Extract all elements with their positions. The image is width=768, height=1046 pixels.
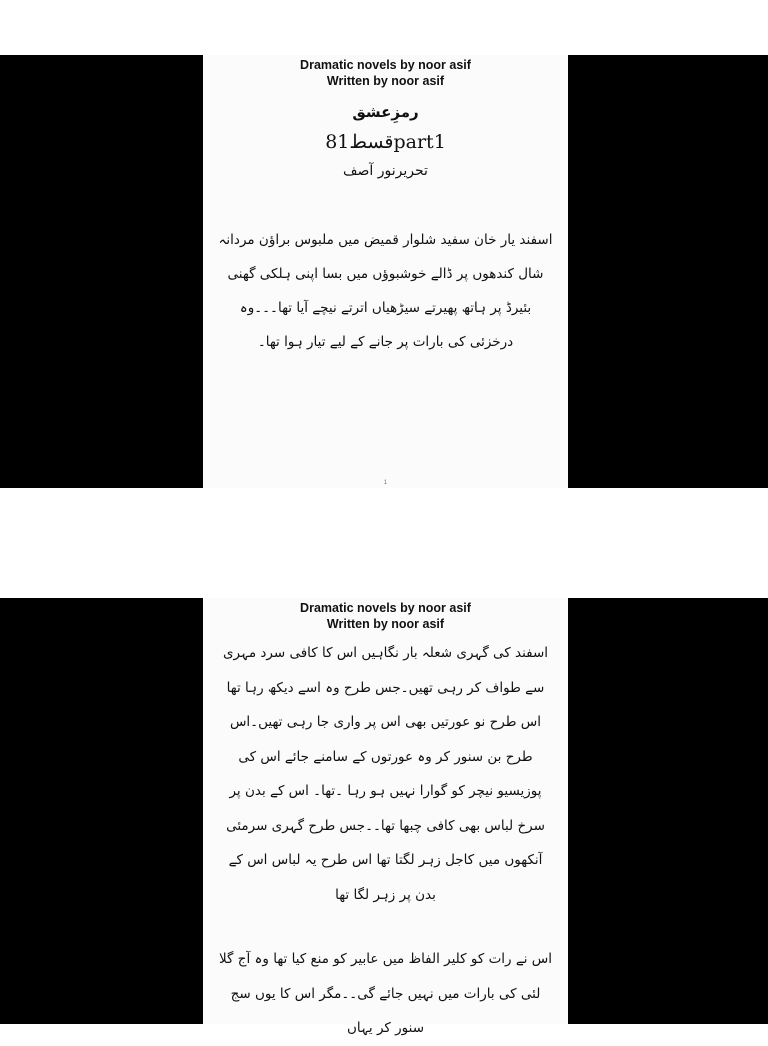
page-number: 1 <box>383 480 388 486</box>
header-line-1: Dramatic novels by noor asif <box>300 58 471 72</box>
episode-label <box>203 131 568 153</box>
document-page-2 <box>203 598 568 1036</box>
page-header <box>203 600 568 632</box>
story-paragraph-2: اس نے رات کو کلیر الفاظ میں عابیر کو منع کیا تھا وہ آج گلا لئی کی بارات میں نہیں جائے گی۔۔مگر اس کا یوں سج سنور کر یہاں <box>218 951 553 1036</box>
header-line-1: Dramatic novels by noor asif <box>300 601 471 615</box>
document-page-1 <box>203 55 568 488</box>
page-header <box>203 57 568 89</box>
story-paragraph-1: اسفند کی گہری شعلہ بار نگاہیں اس کا کافی سرد مہری سے طواف کر رہی تھیں۔جس طرح وہ اسے دیکھ رہا تھا اس طرح نو عورتیں بھی اس پر واری جا رہی تھیں۔اس طرح بن سنور کر وہ عورتوں کے سامنے جائے اس کی پوزیسیو نیچر کو گوارا نہیں ہو رہا ۔تھا۔ اس کے بدن پر سرخ لباس بھی کافی چبھا تھا۔۔جس طرح گہری سرمئی آنکھوں میں کاجل زہر لگتا تھا اس طرح یہ لباس اس کے بدن پر زہر لگا تھا <box>222 645 549 903</box>
header-line-2: Written by noor asif <box>326 74 445 88</box>
novel-title: رمزِعشق <box>352 103 419 121</box>
story-paragraph: اسفند یار خان سفید شلوار قمیض میں ملبوس براؤن مردانہ شال کندھوں پر ڈالے خوشبوؤں میں بسا اپنی ہلکی گھنی بئیرڈ پر ہاتھ پھیرتے سیڑھیاں اترتے نیچے آیا تھا۔۔۔وہ درخزئی کی بارات پر جانے کے لیے تیار ہوا تھا۔ <box>218 232 553 350</box>
header-line-2: Written by noor asif <box>326 617 445 631</box>
author-line: تحریرنور آصف <box>343 163 428 179</box>
episode-text: قسط81part1 <box>325 131 446 153</box>
